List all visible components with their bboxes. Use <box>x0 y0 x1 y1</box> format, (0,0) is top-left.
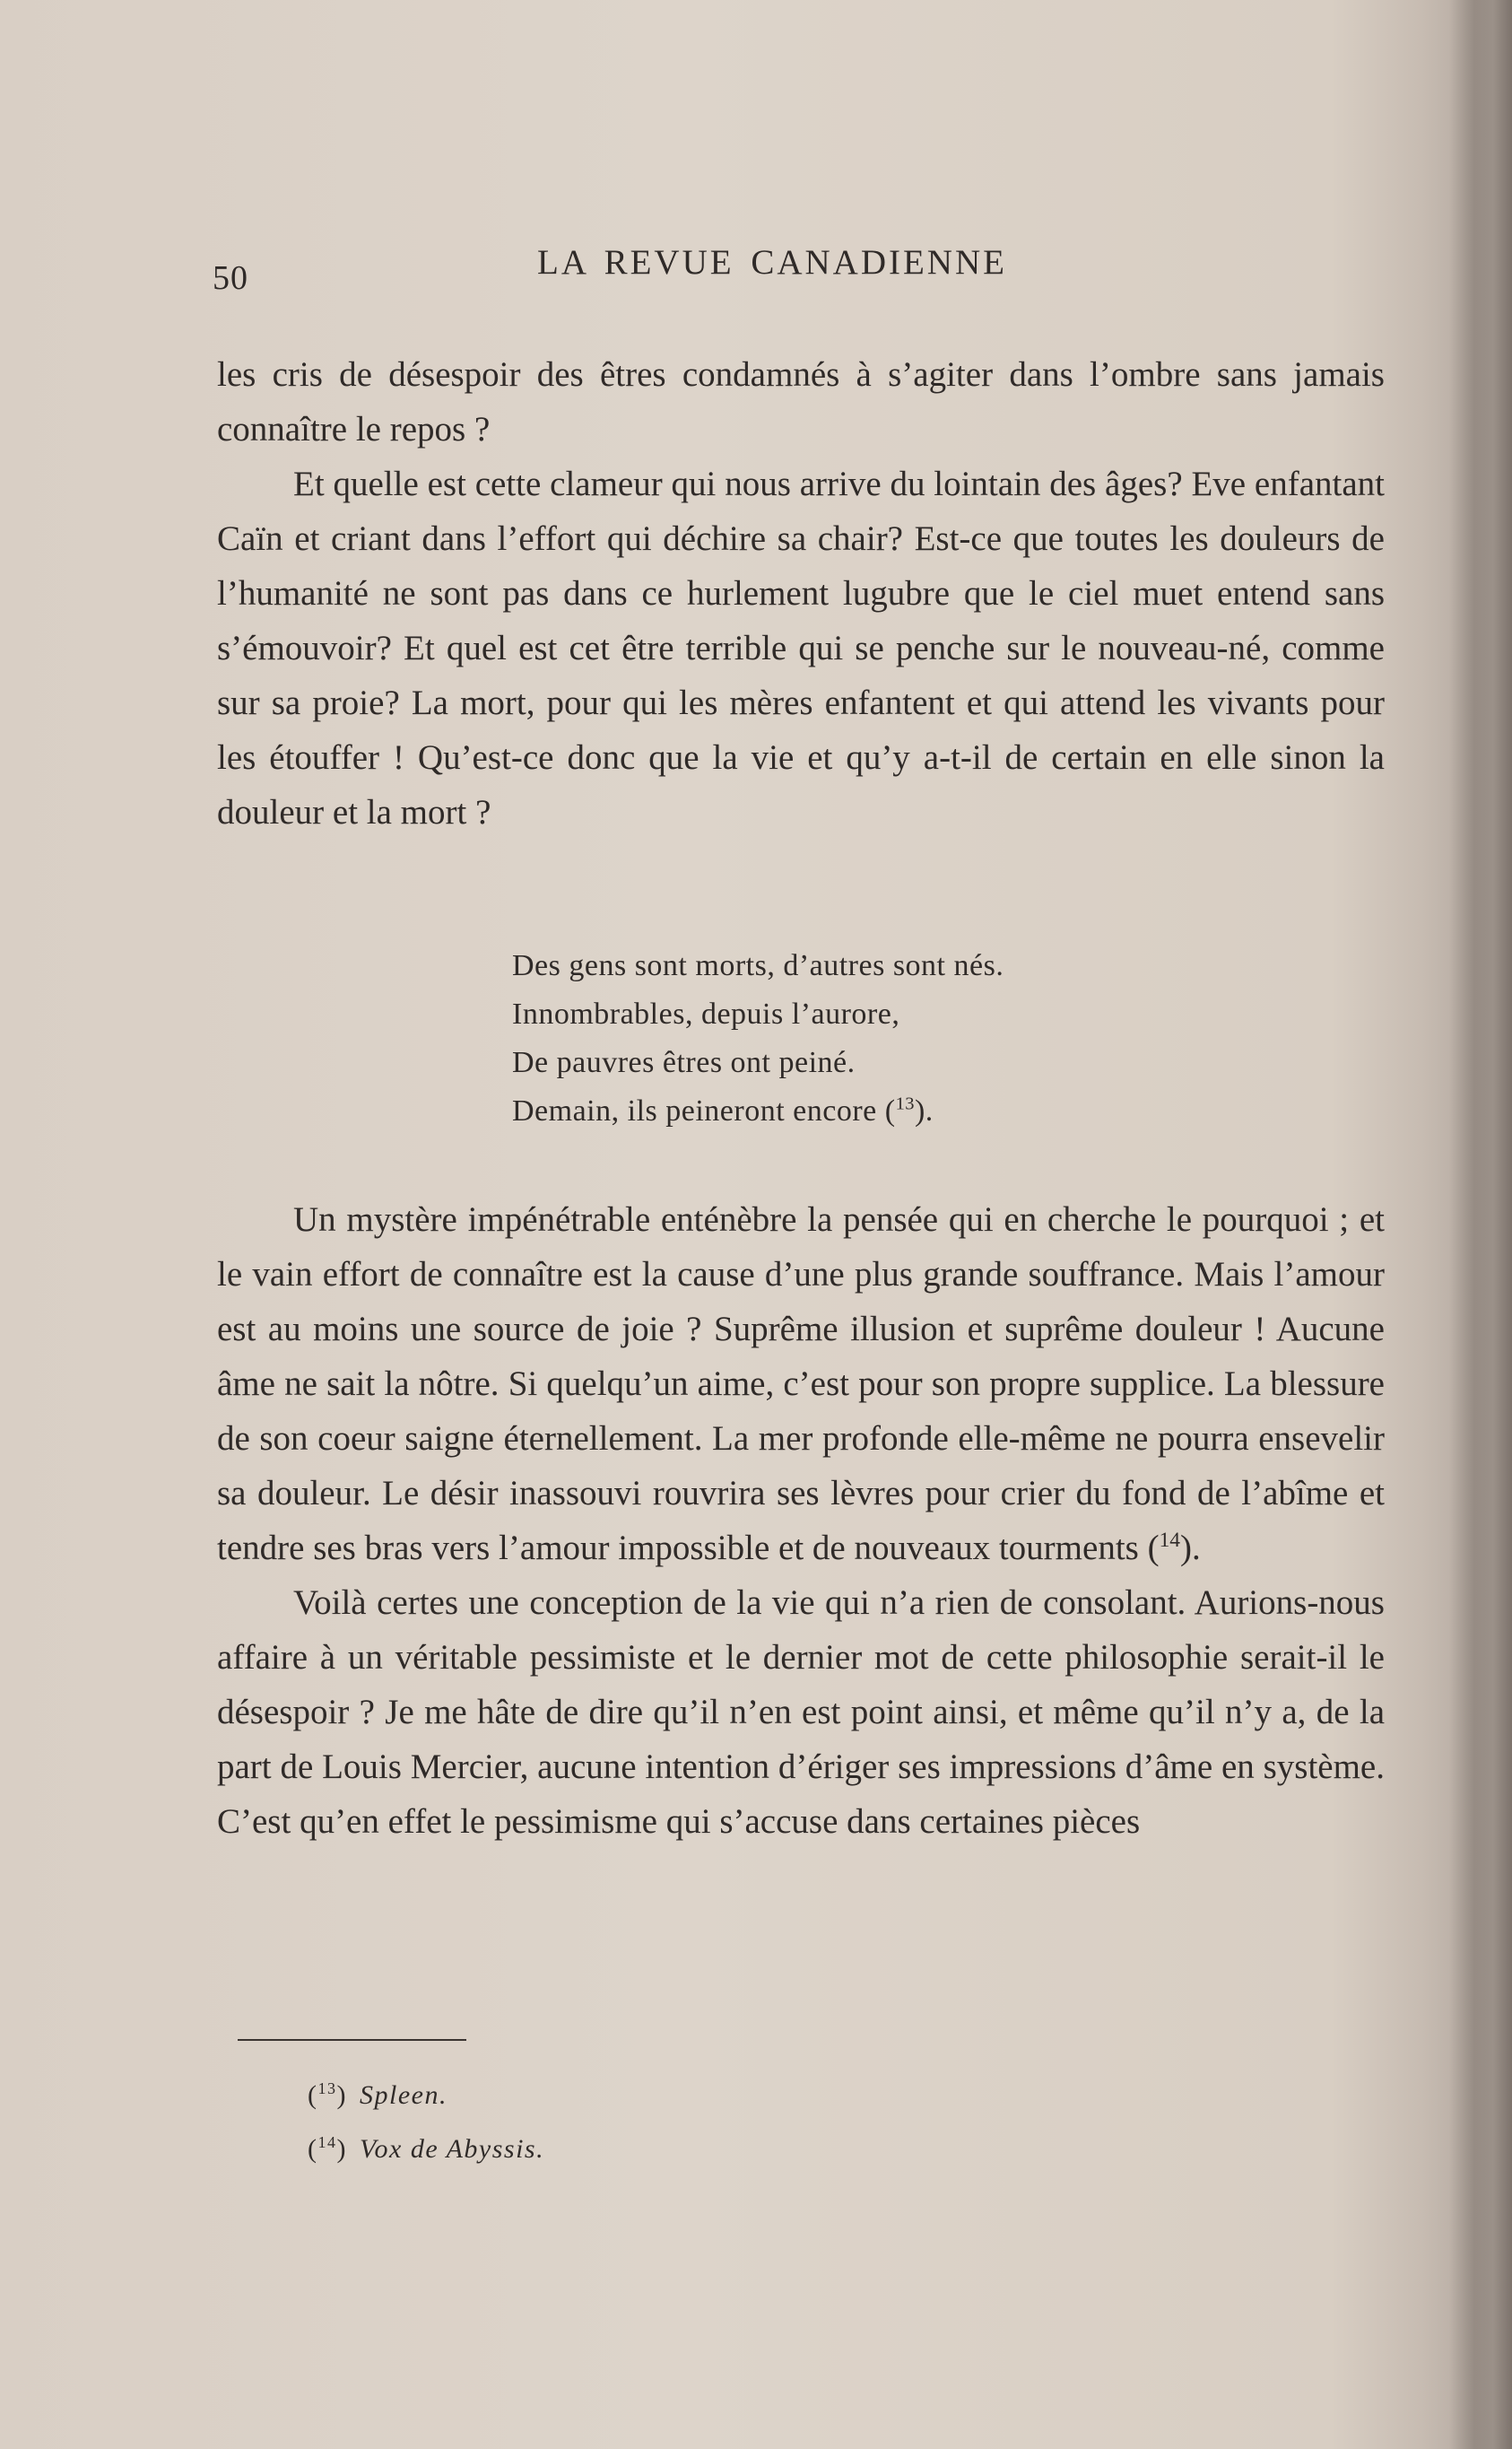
poem-quote <box>512 942 1004 1136</box>
footnote-text: Spleen. <box>360 2080 448 2110</box>
running-header <box>213 242 1378 296</box>
paragraph-clameur: Et quelle est cette clameur qui nous arrive du lointain des âges? Eve enfantant Caïn et criant dans l’effort qui déchire sa chair? Est-ce que toutes les douleurs de l’humanité ne sont pas dans ce hurlement lugubre que le ciel muet entend sans s’émouvoir? Et quel est cet être terrible qui se penche sur le nouveau-né, comme sur sa proie? La mort, pour qui les mères enfantent et qui attend les vivants pour les étouffer ! Qu’est-ce donc que la vie et qu’y a-t-il de certain en elle sinon la douleur et la mort ? <box>217 465 1385 832</box>
text-block-upper <box>217 347 1385 840</box>
paragraph-mystere-text: Un mystère impénétrable enténèbre la pensée qui en cherche le pourquoi ; et le vain effort de connaître est la cause d’une plus grande souffrance. Mais l’amour est au moins une source de joie ? Suprême illusion et suprême douleur ! Aucune âme ne sait la nôtre. Si quelqu’un aime, c’est pour son propre supplice. La blessure de son coeur saigne éternellement. La mer profonde elle-même ne pourra ensevelir sa douleur. Le désir inassouvi rouvrira ses lèvres pour crier du fond de l’abîme et tendre ses bras vers l’amour impossible et de nouveaux tourments <box>217 1200 1385 1567</box>
text-block-lower <box>217 1192 1385 1849</box>
paragraph-continuation: les cris de désespoir des êtres condamnés à s’agiter dans l’ombre sans jamais connaître le repos ? <box>217 355 1385 449</box>
poem-line: De pauvres êtres ont peiné. <box>512 1046 856 1079</box>
footnote <box>308 2069 544 2122</box>
footnote-number: ($^{14}$) <box>308 2133 347 2164</box>
footnote-ref: 13 <box>895 1094 915 1114</box>
page-number: 50 <box>213 259 248 297</box>
footnote-divider <box>238 2039 466 2041</box>
poem-line-last: Demain, ils peineront encore ($^{13}$). <box>512 1094 934 1128</box>
poem-line-text: Demain, ils peineront encore <box>512 1094 877 1128</box>
footnote-number: ($^{13}$) <box>308 2079 347 2110</box>
footnote <box>308 2122 544 2176</box>
book-spine-shadow <box>1449 0 1512 2449</box>
footnote-ref: 14 <box>1159 1529 1180 1552</box>
footnotes <box>308 2069 544 2176</box>
journal-title: LA REVUE CANADIENNE <box>537 243 1007 282</box>
poem-line: Des gens sont morts, d’autres sont nés. <box>512 949 1004 982</box>
poem-line: Innombrables, depuis l’aurore, <box>512 998 900 1031</box>
footnote-text: Vox de Abyssis. <box>360 2134 545 2164</box>
paragraph-mystere: Un mystère impénétrable enténèbre la pensée qui en cherche le pourquoi ; et le vain effort de connaître est la cause d’une plus grande souffrance. Mais l’amour est au moins une source de joie ? Suprême illusion et suprême douleur ! Aucune âme ne sait la nôtre. Si quelqu’un aime, c’est pour son propre supplice. La blessure de son coeur saigne éternellement. La mer profonde elle-même ne pourra ensevelir sa douleur. Le désir inassouvi rouvrira ses lèvres pour crier du fond de l’abîme et tendre ses bras vers l’amour impossible et de nouveaux tourments ($^{14}$). <box>217 1200 1385 1567</box>
paragraph-voila: Voilà certes une conception de la vie qui n’a rien de consolant. Aurions-nous affaire à un véritable pessimiste et le dernier mot de cette philosophie serait-il le désespoir ? Je me hâte de dire qu’il n’en est point ainsi, et même qu’il n’y a, de la part de Louis Mercier, aucune intention d’ériger ses impressions d’âme en système. C’est qu’en effet le pessimisme qui s’accuse dans certaines pièces <box>217 1583 1385 1841</box>
